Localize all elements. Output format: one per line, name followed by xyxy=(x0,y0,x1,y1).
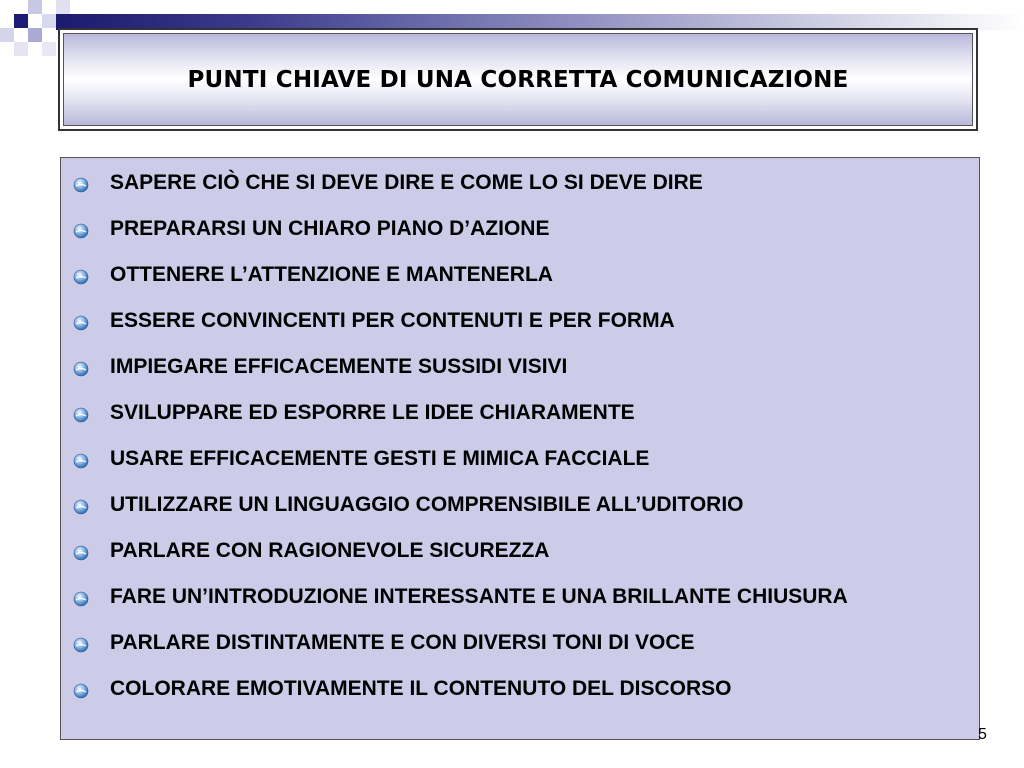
bullet-text: SAPERE CIÒ CHE SI DEVE DIRE E COME LO SI DEVE DIRE xyxy=(110,171,703,194)
globe-bullet-icon xyxy=(73,407,89,423)
bullet-text: PARLARE DISTINTAMENTE E CON DIVERSI TONI DI VOCE xyxy=(110,631,695,654)
bullet-item xyxy=(61,443,979,475)
bullet-text: OTTENERE L’ATTENZIONE E MANTENERLA xyxy=(110,263,553,286)
bullet-item xyxy=(61,213,979,245)
title-panel xyxy=(63,33,973,126)
page-number: 5 xyxy=(978,726,987,743)
bullet-content-box xyxy=(60,157,980,740)
bullet-text: COLORARE EMOTIVAMENTE IL CONTENUTO DEL DISCORSO xyxy=(110,677,732,700)
bullet-item xyxy=(61,259,979,291)
globe-bullet-icon xyxy=(73,499,89,515)
bullet-item xyxy=(61,167,979,199)
globe-bullet-icon xyxy=(73,269,89,285)
globe-bullet-icon xyxy=(73,361,89,377)
bullet-text: ESSERE CONVINCENTI PER CONTENUTI E PER FORMA xyxy=(110,309,675,332)
bullet-item xyxy=(61,351,979,383)
bullet-item xyxy=(61,627,979,659)
globe-bullet-icon xyxy=(73,315,89,331)
bullet-text: PARLARE CON RAGIONEVOLE SICUREZZA xyxy=(110,539,550,562)
bullet-item xyxy=(61,581,979,613)
bullet-text: UTILIZZARE UN LINGUAGGIO COMPRENSIBILE ALL’UDITORIO xyxy=(110,493,744,516)
globe-bullet-icon xyxy=(73,223,89,239)
globe-bullet-icon xyxy=(73,177,89,193)
globe-bullet-icon xyxy=(73,453,89,469)
bullet-item xyxy=(61,305,979,337)
bullet-item xyxy=(61,397,979,429)
bullet-list xyxy=(61,167,979,719)
bullet-text: IMPIEGARE EFFICACEMENTE SUSSIDI VISIVI xyxy=(110,355,568,378)
bullet-text: SVILUPPARE ED ESPORRE LE IDEE CHIARAMENTE xyxy=(110,401,635,424)
bullet-item xyxy=(61,673,979,705)
slide-title: PUNTI CHIAVE DI UNA CORRETTA COMUNICAZIONE xyxy=(187,66,849,93)
bullet-text: FARE UN’INTRODUZIONE INTERESSANTE E UNA BRILLANTE CHIUSURA xyxy=(110,585,848,608)
globe-bullet-icon xyxy=(73,637,89,653)
bullet-text: USARE EFFICACEMENTE GESTI E MIMICA FACCIALE xyxy=(110,447,650,470)
globe-bullet-icon xyxy=(73,545,89,561)
globe-bullet-icon xyxy=(73,683,89,699)
bullet-item xyxy=(61,535,979,567)
globe-bullet-icon xyxy=(73,591,89,607)
title-frame xyxy=(58,28,978,131)
bullet-text: PREPARARSI UN CHIARO PIANO D’AZIONE xyxy=(110,217,550,240)
bullet-item xyxy=(61,489,979,521)
